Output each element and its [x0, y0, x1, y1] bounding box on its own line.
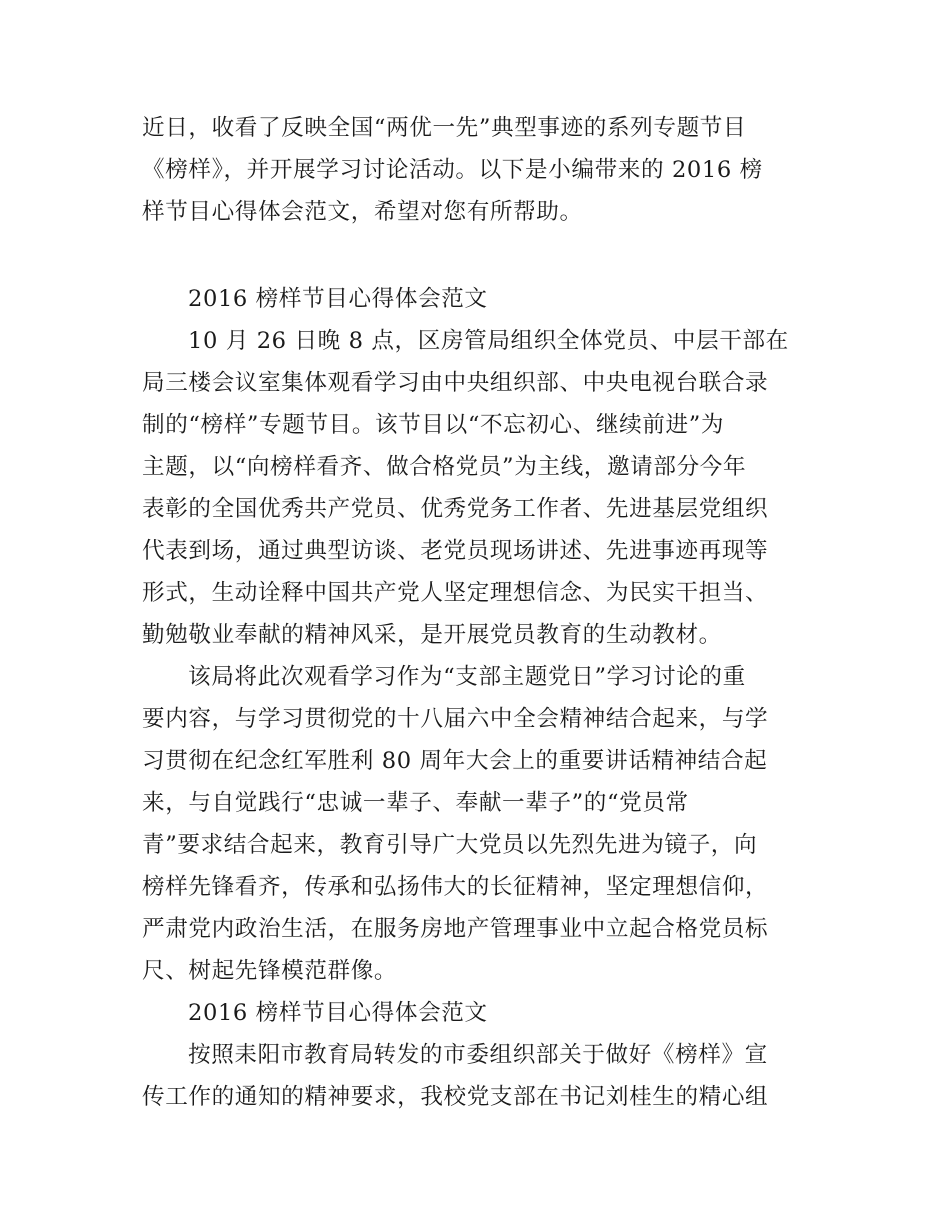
paragraph-line: 表彰的全国优秀共产党员、优秀党务工作者、先进基层党组织: [142, 496, 769, 522]
paragraph-line: 形式，生动诠释中国共产党人坚定理想信念、为民实干担当、: [142, 580, 769, 606]
paragraph-line: 榜样先锋看齐，传承和弘扬伟大的长征精神，坚定理想信仰，: [142, 874, 769, 900]
paragraph-line: 按照耒阳市教育局转发的市委组织部关于做好《榜样》宣: [188, 1042, 768, 1068]
paragraph-line: 该局将此次观看学习作为“支部主题党日”学习讨论的重: [188, 664, 746, 690]
paragraph-line: 10 月 26 日晚 8 点，区房管局组织全体党员、中层干部在: [188, 328, 789, 354]
paragraph-line: 严肃党内政治生活，在服务房地产管理事业中立起合格党员标: [142, 916, 769, 942]
section-heading: 2016 榜样节目心得体会范文: [188, 1000, 488, 1026]
intro-line: 样节目心得体会范文，希望对您有所帮助。: [142, 199, 583, 225]
paragraph-line: 习贯彻在纪念红军胜利 80 周年大会上的重要讲话精神结合起: [142, 748, 768, 774]
intro-line: 近日，收看了反映全国“两优一先”典型事迹的系列专题节目: [142, 115, 747, 141]
paragraph-line: 传工作的通知的精神要求，我校党支部在书记刘桂生的精心组: [142, 1084, 769, 1110]
section-heading: 2016 榜样节目心得体会范文: [188, 286, 488, 312]
paragraph-line: 要内容，与学习贯彻党的十八届六中全会精神结合起来，与学: [142, 706, 769, 732]
paragraph-line: 尺、树起先锋模范群像。: [142, 958, 398, 984]
intro-line: 《榜样》，并开展学习讨论活动。以下是小编带来的 2016 榜: [142, 157, 763, 183]
paragraph-line: 局三楼会议室集体观看学习由中央组织部、中央电视台联合录: [142, 370, 769, 396]
paragraph-line: 制的“榜样”专题节目。该节目以“不忘初心、继续前进”为: [142, 412, 725, 438]
paragraph-line: 青”要求结合起来，教育引导广大党员以先烈先进为镜子，向: [142, 832, 758, 858]
paragraph-line: 代表到场，通过典型访谈、老党员现场讲述、先进事迹再现等: [142, 538, 769, 564]
paragraph-line: 主题，以“向榜样看齐、做合格党员”为主线，邀请部分今年: [142, 454, 747, 480]
paragraph-line: 勤勉敬业奉献的精神风采，是开展党员教育的生动教材。: [142, 622, 722, 648]
paragraph-line: 来，与自觉践行“忠诚一辈子、奉献一辈子”的“党员常: [142, 790, 689, 816]
